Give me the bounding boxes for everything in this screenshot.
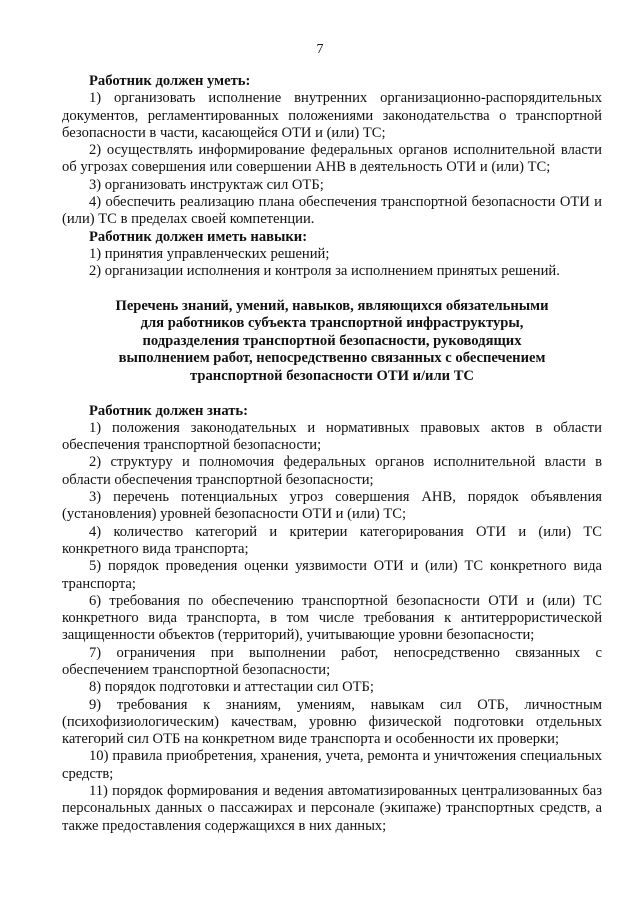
knowledge-item: 8) порядок подготовки и аттестации сил ОТБ; (89, 679, 374, 696)
section-title-line: Перечень знаний, умений, навыков, являющихся обязательными (115, 297, 549, 314)
knowledge-item: 10) правила приобретения, хранения, учета, ремонта и уничтожения специальных средств; (62, 748, 602, 782)
heading-knowledge: Работник должен знать: (89, 402, 248, 419)
heading-abilities: Работник должен иметь навыки: (89, 228, 308, 245)
skill-item: 1) организовать исполнение внутренних организационно-распорядительных документов, регламентированных положениями законодательства о транспортной безопасности в части, касающейся ОТИ и (или) ТС; (62, 90, 602, 141)
knowledge-item: 3) перечень потенциальных угроз совершения АНВ, порядок объявления (установления) уровней безопасности ОТИ и (или) ТС; (62, 489, 602, 523)
page-content (62, 73, 602, 835)
ability-item: 1) принятия управленческих решений; (89, 245, 330, 262)
heading-skills: Работник должен уметь: (89, 73, 251, 89)
knowledge-item: 11) порядок формирования и ведения автоматизированных централизованных баз персональных данных о пассажирах и персонале (экипаже) транспортных средств, а также предоставления содержащихся в них данных; (62, 783, 602, 834)
ability-item: 2) организации исполнения и контроля за исполнением принятых решений. (89, 263, 560, 280)
section-title-line: транспортной безопасности ОТИ и/или ТС (190, 367, 474, 384)
knowledge-item: 1) положения законодательных и нормативных правовых актов в области обеспечения транспортной безопасности; (62, 419, 602, 454)
knowledge-item: 4) количество категорий и критерии категорирования ОТИ и (или) ТС конкретного вида транспорта; (62, 523, 602, 557)
skill-item: 4) обеспечить реализацию плана обеспечения транспортной безопасности ОТИ и (или) ТС в пределах своей компетенции. (62, 194, 602, 228)
knowledge-item: 6) требования по обеспечению транспортной безопасности ОТИ и (или) ТС конкретного вида транспорта, в том числе требования к антитеррористической защищенности объектов (территорий), учитывающие уровни безопасности; (62, 592, 602, 644)
knowledge-item: 5) порядок проведения оценки уязвимости ОТИ и (или) ТС конкретного вида транспорта; (62, 558, 602, 592)
knowledge-item: 9) требования к знаниям, умениям, навыкам сил ОТБ, личностным (психофизиологическим) качествам, уровню физической подготовки отдельных категорий сил ОТБ на конкретном виде транспорта и особенности их проверки; (62, 696, 602, 748)
skill-item: 3) организовать инструктаж сил ОТБ; (89, 176, 324, 193)
section-title (62, 298, 602, 386)
section-title-line: для работников субъекта транспортной инфраструктуры, (140, 315, 524, 332)
section-title-line: выполнением работ, непосредственно связанных с обеспечением (118, 350, 546, 367)
knowledge-item: 7) ограничения при выполнении работ, непосредственно связанных с обеспечением транспортной безопасности; (62, 644, 602, 678)
skill-item: 2) осуществлять информирование федеральных органов исполнительной власти об угрозах совершения или совершении АНВ в деятельность ОТИ и (или) ТС; (62, 142, 602, 176)
knowledge-item: 2) структуру и полномочия федеральных органов исполнительной власти в области обеспечения транспортной безопасности; (62, 454, 602, 488)
section-title-line: подразделения транспортной безопасности, руководящих (142, 332, 522, 349)
page-number: 7 (316, 42, 324, 57)
